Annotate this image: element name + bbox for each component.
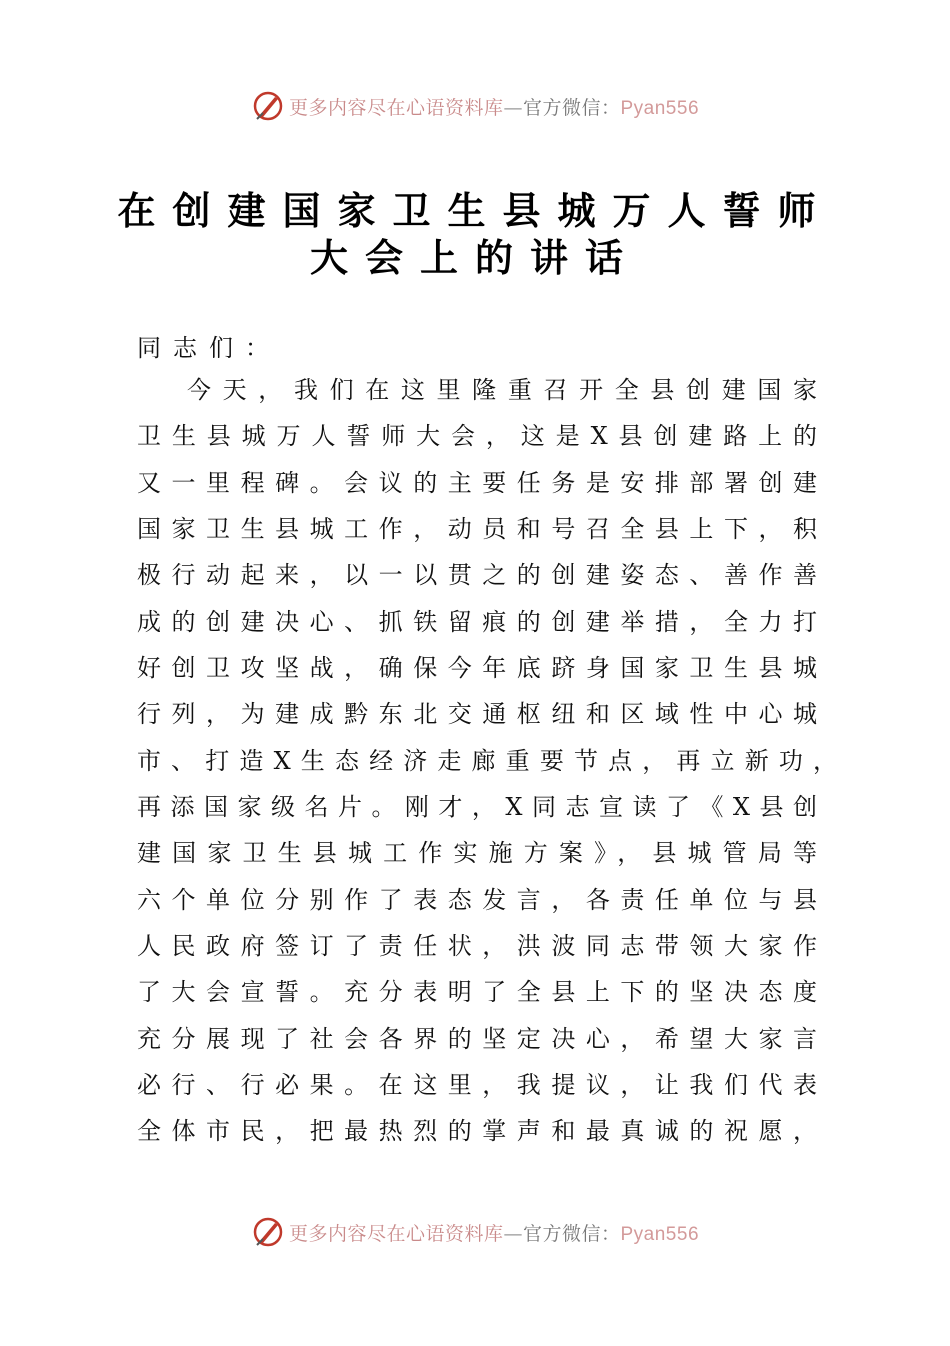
- body-line: 国家卫生县城工作，动员和号召全县上下，积: [137, 515, 817, 543]
- body-line: 又一里程碑。会议的主要任务是安排部署创建: [137, 469, 817, 497]
- body-line: 今天，我们在这里隆重召开全县创建国家: [187, 376, 817, 404]
- body-line: 再添国家级名片。刚才，X同志宣读了《X县创: [137, 793, 817, 821]
- body-line: 行列，为建成黔东北交通枢纽和区域性中心城: [137, 700, 817, 728]
- body-line: 全体市民，把最热烈的掌声和最真诚的祝愿，: [137, 1117, 817, 1145]
- body-line: 极行动起来，以一以贯之的创建姿态、善作善: [137, 561, 817, 589]
- header-watermark: [0, 86, 950, 126]
- body-line: 市、打造X生态经济走廊重要节点，再立新功，: [137, 747, 837, 775]
- watermark-separator: —: [503, 1222, 523, 1245]
- watermark-wechat-id: Pyan556: [620, 97, 700, 119]
- body-line: 好创卫攻坚战，确保今年底跻身国家卫生县城: [137, 654, 817, 682]
- body-line: 六个单位分别作了表态发言，各责任单位与县: [137, 886, 817, 914]
- body-line: 人民政府签订了责任状，洪波同志带领大家作: [137, 932, 817, 960]
- body-line: 必行、行必果。在这里，我提议，让我们代表: [137, 1071, 817, 1099]
- watermark-separator: —: [503, 96, 523, 119]
- body-line: 卫生县城万人誓师大会，这是X县创建路上的: [137, 422, 817, 450]
- body-line: 了大会宣誓。充分表明了全县上下的坚决态度: [137, 978, 817, 1006]
- body-line: 成的创建决心、抓铁留痕的创建举措，全力打: [137, 608, 817, 636]
- document-title-line-1: 在创建国家卫生县城万人誓师: [117, 188, 833, 233]
- watermark-wechat-id: Pyan556: [620, 1223, 700, 1245]
- document-title-line-2: 大会上的讲话: [309, 235, 640, 280]
- watermark-wechat-label: 官方微信：: [522, 96, 621, 119]
- quill-logo-icon: [251, 1215, 285, 1249]
- watermark-main-text: 更多内容尽在心语资料库: [288, 96, 504, 119]
- watermark-main-text: 更多内容尽在心语资料库: [288, 1222, 504, 1245]
- body-line: 充分展现了社会各界的坚定决心，希望大家言: [137, 1025, 817, 1053]
- footer-watermark: [0, 1212, 950, 1252]
- greeting: 同志们：: [137, 334, 281, 362]
- quill-logo-icon: [251, 89, 285, 123]
- body-line: 建国家卫生县城工作实施方案》，县城管局等: [137, 839, 817, 867]
- watermark-wechat-label: 官方微信：: [522, 1222, 621, 1245]
